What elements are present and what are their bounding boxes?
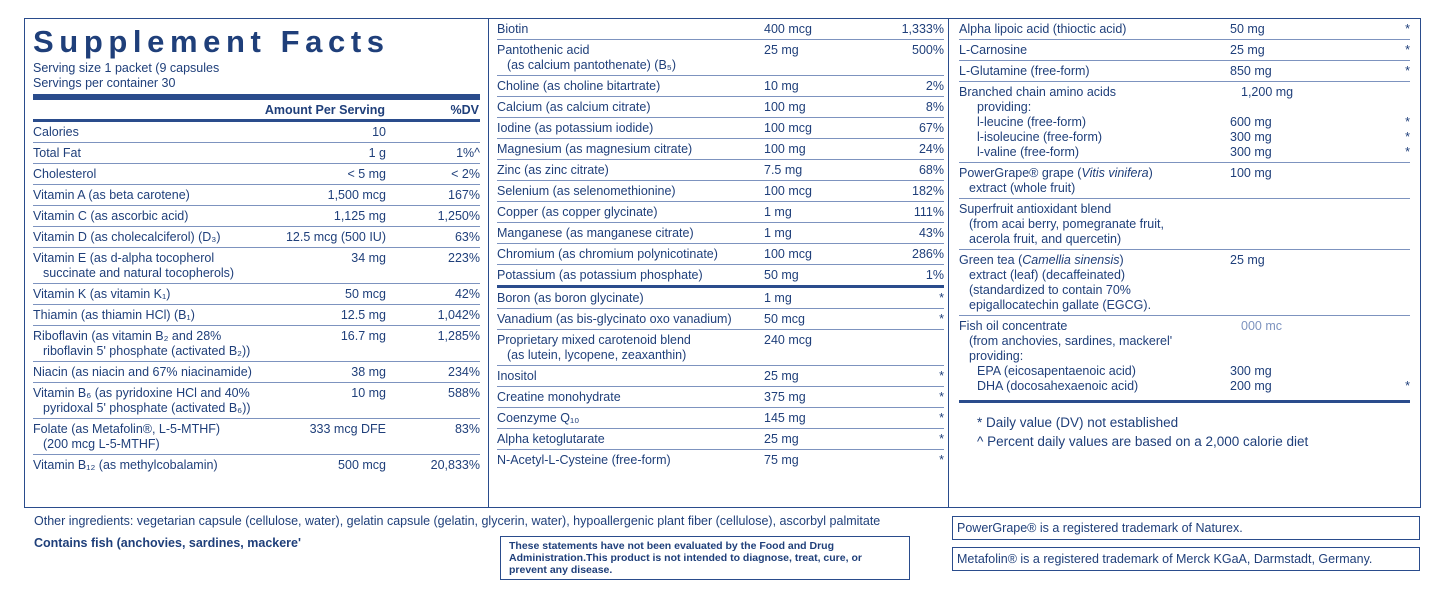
superfruit-line: Superfruit antioxidant blend — [959, 202, 1112, 216]
bcaa-item-name: l-valine (free-form) — [977, 145, 1080, 159]
nutrient-dv: 8% — [925, 100, 944, 114]
nutrient-row — [497, 450, 944, 470]
nutrient-name — [33, 455, 266, 475]
nutrient-amount: 75 mg — [764, 453, 799, 467]
nutrient-row — [33, 455, 480, 475]
bcaa-item — [959, 115, 1410, 130]
nutrient-amount: 333 mcg DFE — [309, 422, 386, 436]
nutrient-dv: 234% — [448, 365, 480, 379]
nutrient-amount: 12.5 mg — [340, 308, 386, 322]
nutrient-row — [497, 366, 944, 387]
nutrient-row — [497, 408, 944, 429]
fishoil-amount: 000 mc — [1241, 319, 1282, 333]
nutrient-amount: 100 mg — [764, 142, 806, 156]
fishoil-name: Fish oil concentrate — [959, 319, 1068, 333]
nutrient-dv: 111% — [913, 205, 944, 219]
trademark-metafolin: Metafolin® is a registered trademark of Merck KGaA, Darmstadt, Germany. — [952, 547, 1420, 571]
col3-rows — [959, 19, 1410, 82]
nutrient-dv: 167% — [448, 188, 480, 202]
nutrient-dv: < 2% — [451, 167, 480, 181]
nutrient-name-line: Folate (as Metafolin®, L-5-MTHF) — [33, 422, 221, 436]
nutrient-name-line: Selenium (as selenomethionine) — [497, 184, 676, 198]
nutrient-amount: 400 mcg — [764, 22, 812, 36]
greentea-name: Green tea ( — [959, 253, 1023, 267]
nutrient-dv: * — [1405, 64, 1410, 78]
nutrient-dv: * — [939, 432, 944, 446]
nutrient-dv: 1,250% — [437, 209, 480, 223]
nutrient-row — [497, 429, 944, 450]
nutrient-name — [33, 419, 266, 454]
panel-title: Supplement Facts — [33, 24, 390, 59]
column-header — [33, 100, 480, 122]
nutrient-name-line: Vitamin E (as d-alpha tocopherol — [33, 251, 215, 265]
bcaa-item — [959, 130, 1410, 145]
nutrient-dv: 1,333% — [901, 22, 944, 36]
nutrient-name-line: Vitamin C (as ascorbic acid) — [33, 209, 189, 223]
nutrient-name — [497, 76, 764, 96]
nutrient-name-line: Pantothenic acid — [497, 43, 590, 57]
nutrient-amount: 12.5 mcg (500 IU) — [285, 230, 386, 244]
nutrient-amount: 50 mg — [764, 268, 799, 282]
nutrient-row — [497, 181, 944, 202]
nutrient-name — [959, 19, 1230, 39]
nutrient-dv: 24% — [918, 142, 944, 156]
nutrient-amount: 25 mg — [1230, 43, 1265, 57]
nutrient-name — [497, 288, 764, 308]
nutrient-row — [497, 160, 944, 181]
nutrient-name — [497, 202, 764, 222]
nutrient-name — [33, 122, 266, 142]
greentea-name-end: ) — [1119, 253, 1124, 267]
nutrient-name-line: N-Acetyl-L-Cysteine (free-form) — [497, 453, 671, 467]
serving-size: Serving size 1 packet (9 capsules — [33, 61, 220, 75]
nutrient-row — [33, 164, 480, 185]
nutrient-name-line: Thiamin (as thiamin HCl) (B₁) — [33, 308, 195, 322]
nutrient-name — [497, 118, 764, 138]
trademark-powergrape: PowerGrape® is a registered trademark of Naturex. — [952, 516, 1420, 540]
nutrient-row — [497, 202, 944, 223]
nutrient-name-line: Vitamin B₁₂ (as methylcobalamin) — [33, 458, 218, 472]
nutrient-amount: 10 — [372, 125, 386, 139]
nutrient-name-line2: pyridoxal 5' phosphate (activated B₆)) — [43, 401, 251, 415]
nutrient-amount: 38 mg — [351, 365, 386, 379]
nutrient-name-line: Creatine monohydrate — [497, 390, 621, 404]
nutrient-name — [33, 305, 266, 325]
nutrient-name-line: Copper (as copper glycinate) — [497, 205, 658, 219]
nutrient-name-line: Calories — [33, 125, 79, 139]
nutrient-name-line: Potassium (as potassium phosphate) — [497, 268, 703, 282]
nutrient-amount: 100 mcg — [764, 121, 812, 135]
nutrient-name-line: Manganese (as manganese citrate) — [497, 226, 694, 240]
fda-disclaimer: These statements have not been evaluated by the Food and Drug Administration.This product is not intended to diagnose, treat, cure, or prevent any disease. — [500, 536, 910, 580]
nutrient-amount: 1 mg — [764, 291, 792, 305]
nutrient-dv: * — [939, 312, 944, 326]
bcaa-name: Branched chain amino acids — [959, 85, 1117, 99]
nutrient-dv: * — [939, 369, 944, 383]
column-1 — [25, 19, 489, 507]
nutrient-name-line: Total Fat — [33, 146, 81, 160]
fishoil-item-amount: 200 mg — [1230, 379, 1272, 393]
nutrient-name-line: Inositol — [497, 369, 537, 383]
nutrient-amount: 240 mcg — [764, 333, 812, 347]
nutrient-dv: 42% — [454, 287, 480, 301]
nutrient-amount: 25 mg — [764, 369, 799, 383]
nutrient-name-line: Vitamin K (as vitamin K₁) — [33, 287, 171, 301]
nutrient-row — [959, 40, 1410, 61]
bcaa-item-name: l-isoleucine (free-form) — [977, 130, 1103, 144]
nutrient-row — [497, 118, 944, 139]
nutrient-row — [33, 284, 480, 305]
nutrient-row — [959, 61, 1410, 82]
superfruit-line: (from acai berry, pomegranate fruit, — [969, 217, 1164, 231]
fishoil-providing: providing: — [969, 349, 1024, 363]
servings-per-container: Servings per container 30 — [33, 76, 176, 90]
nutrient-name — [33, 383, 266, 418]
nutrient-name — [497, 366, 764, 386]
nutrient-name — [497, 450, 764, 470]
nutrient-row — [497, 76, 944, 97]
nutrient-name — [497, 160, 764, 180]
nutrient-name-line: Iodine (as potassium iodide) — [497, 121, 654, 135]
nutrient-row — [33, 326, 480, 362]
nutrient-row — [33, 248, 480, 284]
nutrient-name — [497, 181, 764, 201]
nutrient-name-line: Alpha ketoglutarate — [497, 432, 605, 446]
nutrient-name-line: Vitamin D (as cholecalciferol) (D₃) — [33, 230, 221, 244]
nutrient-dv — [850, 330, 944, 365]
greentea-line: extract (leaf) (decaffeinated) — [969, 268, 1126, 282]
nutrient-name — [33, 143, 266, 163]
bcaa-items — [959, 115, 1410, 160]
nutrient-row — [497, 19, 944, 40]
nutrient-dv: 588% — [448, 386, 480, 400]
bcaa-item-amount: 600 mg — [1230, 115, 1272, 129]
nutrient-row — [497, 288, 944, 309]
nutrient-name-line: Proprietary mixed carotenoid blend — [497, 333, 691, 347]
nutrient-row — [33, 227, 480, 248]
nutrient-name — [497, 40, 764, 75]
nutrient-name — [33, 164, 266, 184]
nutrient-amount: 850 mg — [1230, 64, 1272, 78]
fishoil-item-name: DHA (docosahexaenoic acid) — [977, 379, 1139, 393]
nutrient-dv: * — [939, 291, 944, 305]
nutrient-name — [33, 185, 266, 205]
superfruit-row — [959, 199, 1410, 250]
nutrient-amount: 25 mg — [764, 432, 799, 446]
allergen-statement: Contains fish (anchovies, sardines, mackere' — [34, 536, 301, 550]
powergrape-name-end: ) — [1148, 166, 1153, 180]
nutrient-name-line: Coenzyme Q₁₀ — [497, 411, 580, 425]
nutrient-row — [33, 362, 480, 383]
nutrient-row — [497, 387, 944, 408]
nutrient-row — [497, 97, 944, 118]
header-dv: %DV — [450, 103, 479, 117]
nutrient-dv: 223% — [448, 251, 480, 265]
fishoil-item-name: EPA (eicosapentaenoic acid) — [977, 364, 1136, 378]
fishoil-item-amount: 300 mg — [1230, 364, 1272, 378]
superfruit-name — [959, 199, 1410, 249]
nutrient-dv: * — [939, 411, 944, 425]
powergrape-amount: 100 mg — [1230, 166, 1272, 180]
nutrient-dv: 182% — [912, 184, 944, 198]
nutrient-row — [33, 185, 480, 206]
nutrient-name — [33, 284, 266, 304]
footnote-calorie: ^ Percent daily values are based on a 2,000 calorie diet — [977, 434, 1309, 449]
fishoil-row — [959, 316, 1410, 403]
nutrient-row — [497, 309, 944, 330]
nutrient-amount: 10 mg — [764, 79, 799, 93]
nutrient-name-line: Riboflavin (as vitamin B₂ and 28% — [33, 329, 222, 343]
nutrient-amount: 50 mg — [1230, 22, 1265, 36]
nutrient-name — [497, 330, 764, 365]
nutrient-name-line: Chromium (as chromium polynicotinate) — [497, 247, 718, 261]
nutrient-name — [33, 248, 266, 283]
nutrient-name-line: Biotin — [497, 22, 529, 36]
nutrient-name-line: L-Glutamine (free-form) — [959, 64, 1090, 78]
col2-rows — [497, 19, 944, 470]
nutrient-name-line: Boron (as boron glycinate) — [497, 291, 644, 305]
bcaa-row — [959, 82, 1410, 163]
nutrient-dv: 67% — [918, 121, 944, 135]
bcaa-item-dv: * — [1405, 130, 1410, 144]
nutrient-dv: 2% — [925, 79, 944, 93]
nutrient-name-line2: (as lutein, lycopene, zeaxanthin) — [507, 348, 687, 362]
nutrient-amount: 100 mcg — [764, 184, 812, 198]
greentea-amount: 25 mg — [1230, 253, 1265, 267]
nutrient-amount: < 5 mg — [347, 167, 386, 181]
nutrient-name — [497, 408, 764, 428]
nutrient-name — [33, 362, 266, 382]
nutrient-row — [497, 139, 944, 160]
nutrient-amount: 1 mg — [764, 205, 792, 219]
nutrient-dv: * — [939, 453, 944, 467]
nutrient-amount: 34 mg — [351, 251, 386, 265]
nutrient-name — [33, 326, 266, 361]
nutrient-dv: 43% — [918, 226, 944, 240]
nutrient-amount: 1,500 mcg — [327, 188, 386, 202]
nutrient-name — [497, 244, 764, 264]
nutrient-amount: 50 mcg — [764, 312, 805, 326]
nutrient-name-line: Alpha lipoic acid (thioctic acid) — [959, 22, 1127, 36]
nutrient-amount: 25 mg — [764, 43, 799, 57]
nutrient-dv: 1,042% — [437, 308, 480, 322]
nutrient-name-line: Calcium (as calcium citrate) — [497, 100, 651, 114]
nutrient-dv: 1,285% — [437, 329, 480, 343]
nutrient-row — [33, 305, 480, 326]
greentea-line: (standardized to contain 70% — [969, 283, 1131, 297]
nutrient-dv: 83% — [454, 422, 480, 436]
powergrape-row — [959, 163, 1410, 199]
nutrient-row — [33, 419, 480, 455]
fishoil-line2: (from anchovies, sardines, mackerel' — [969, 334, 1173, 348]
nutrient-amount: 500 mcg — [338, 458, 386, 472]
nutrient-name-line2: (as calcium pantothenate) (B₅) — [507, 58, 677, 72]
superfruit-line: acerola fruit, and quercetin) — [969, 232, 1122, 246]
fishoil-item-dv: * — [1405, 379, 1410, 393]
nutrient-row — [497, 244, 944, 265]
greentea-lines — [959, 268, 1230, 313]
bcaa-item-name: l-leucine (free-form) — [977, 115, 1087, 129]
nutrient-name-line: L-Carnosine — [959, 43, 1028, 57]
nutrient-row — [33, 206, 480, 227]
nutrient-name — [33, 206, 266, 226]
nutrient-dv: 63% — [454, 230, 480, 244]
nutrient-row — [33, 122, 480, 143]
fishoil-item — [959, 364, 1410, 379]
footnote-dv: * Daily value (DV) not established — [977, 415, 1179, 430]
footnotes — [959, 413, 1410, 451]
nutrient-row — [497, 265, 944, 288]
greentea-latin: Camellia sinensis — [1022, 253, 1120, 267]
nutrient-name-line: Vitamin B₆ (as pyridoxine HCl and 40% — [33, 386, 250, 400]
nutrient-name — [497, 97, 764, 117]
nutrient-name-line2: (200 mcg L-5-MTHF) — [43, 437, 160, 451]
nutrient-amount: 145 mg — [764, 411, 806, 425]
nutrient-dv: 1%^ — [456, 146, 480, 160]
nutrient-name — [497, 19, 764, 39]
greentea-line: epigallocatechin gallate (EGCG). — [969, 298, 1152, 312]
fishoil-item — [959, 379, 1410, 394]
nutrient-row — [33, 143, 480, 164]
nutrient-amount: 16.7 mg — [340, 329, 386, 343]
powergrape-name: PowerGrape® grape ( — [959, 166, 1082, 180]
nutrient-row — [497, 223, 944, 244]
nutrient-amount: 1 mg — [764, 226, 792, 240]
nutrient-dv — [386, 122, 480, 142]
nutrient-amount: 375 mg — [764, 390, 806, 404]
bcaa-item-dv: * — [1405, 115, 1410, 129]
other-ingredients: Other ingredients: vegetarian capsule (cellulose, water), gelatin capsule (gelatin, glycerin, water), hypoallergenic plant fiber (cellulose), ascorbyl palmitate — [34, 514, 881, 528]
nutrient-amount: 100 mg — [764, 100, 806, 114]
nutrient-name — [497, 139, 764, 159]
nutrient-name — [497, 265, 764, 285]
nutrient-amount: 1,125 mg — [333, 209, 386, 223]
nutrient-name-line2: succinate and natural tocopherols) — [43, 266, 235, 280]
nutrient-dv: 68% — [918, 163, 944, 177]
nutrient-dv: 1% — [925, 268, 944, 282]
nutrient-row — [497, 40, 944, 76]
nutrient-name — [959, 61, 1230, 81]
nutrient-dv: * — [1405, 43, 1410, 57]
supplement-facts-panel — [24, 18, 1421, 508]
nutrient-dv: 500% — [912, 43, 944, 57]
nutrient-name-line: Cholesterol — [33, 167, 97, 181]
bcaa-item — [959, 145, 1410, 160]
powergrape-line2: extract (whole fruit) — [969, 181, 1076, 195]
nutrient-dv: 20,833% — [430, 458, 480, 472]
nutrient-amount: 10 mg — [351, 386, 386, 400]
nutrient-amount: 50 mcg — [345, 287, 386, 301]
powergrape-latin: Vitis vinifera — [1081, 166, 1149, 180]
nutrient-name-line: Vitamin A (as beta carotene) — [33, 188, 190, 202]
nutrient-name-line: Niacin (as niacin and 67% niacinamide) — [33, 365, 252, 379]
bcaa-providing: providing: — [977, 100, 1032, 114]
nutrient-name — [497, 387, 764, 407]
nutrient-dv: * — [939, 390, 944, 404]
nutrient-name — [959, 40, 1230, 60]
nutrient-row — [959, 19, 1410, 40]
column-2 — [489, 19, 949, 507]
nutrient-name — [497, 429, 764, 449]
column-3 — [949, 19, 1420, 507]
nutrient-name — [497, 223, 764, 243]
bcaa-item-amount: 300 mg — [1230, 145, 1272, 159]
nutrient-amount: 1 g — [368, 146, 386, 160]
nutrient-name-line: Magnesium (as magnesium citrate) — [497, 142, 693, 156]
nutrient-row — [497, 330, 944, 366]
nutrient-name — [497, 309, 764, 329]
col1-rows — [33, 122, 480, 475]
nutrient-amount: 100 mcg — [764, 247, 812, 261]
nutrient-name-line: Vanadium (as bis-glycinato oxo vanadium) — [497, 312, 732, 326]
nutrient-name-line: Choline (as choline bitartrate) — [497, 79, 661, 93]
greentea-row — [959, 250, 1410, 316]
nutrient-dv: 286% — [912, 247, 944, 261]
nutrient-name-line: Zinc (as zinc citrate) — [497, 163, 609, 177]
bcaa-amount: 1,200 mg — [1241, 85, 1294, 99]
fishoil-items — [959, 364, 1410, 394]
bcaa-item-amount: 300 mg — [1230, 130, 1272, 144]
nutrient-name-line2: riboflavin 5' phosphate (activated B₂)) — [43, 344, 251, 358]
nutrient-name — [33, 227, 266, 247]
nutrient-dv: * — [1405, 22, 1410, 36]
header-amount: Amount Per Serving — [264, 103, 385, 117]
nutrient-row — [33, 383, 480, 419]
nutrient-amount: 7.5 mg — [764, 163, 803, 177]
fishoil-item-dv — [1326, 364, 1410, 379]
bcaa-item-dv: * — [1405, 145, 1410, 159]
